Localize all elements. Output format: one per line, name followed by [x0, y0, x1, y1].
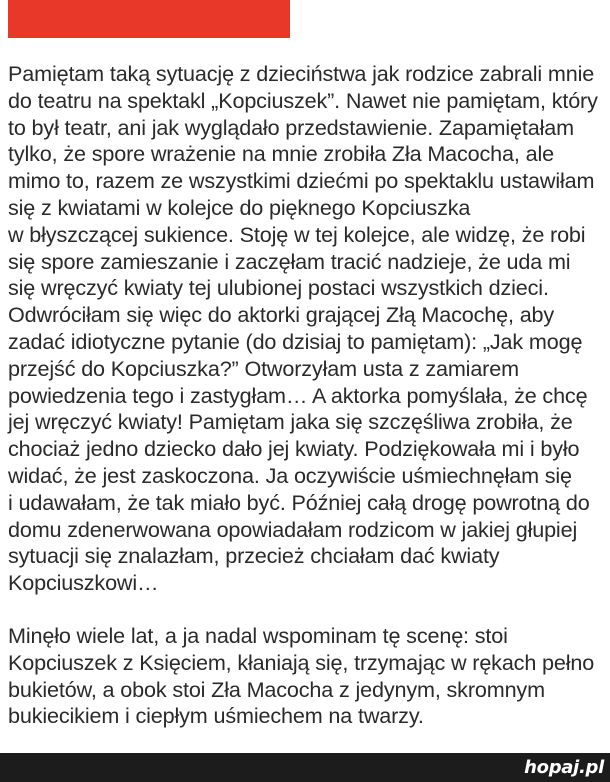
text-line: się spore zamieszanie i zaczęłam tracić nadzieje, że uda mi	[8, 248, 571, 274]
red-header-block	[8, 0, 290, 38]
text-line: chociaż jedno dziecko dało jej kwiaty. Podziękowała mi i było	[8, 436, 580, 462]
text-line: przejść do Kopciuszka?” Otworzyłam usta z zamiarem	[8, 355, 519, 381]
text-line: się z kwiatami w kolejce do pięknego Kopciuszka	[8, 194, 471, 220]
text-line: i udawałam, że tak miało być. Później całą drogę powrotną do	[8, 489, 590, 515]
text-line: się wręczyć kwiaty tej ulubionej postaci wszystkich dzieci.	[8, 275, 549, 301]
paragraph-1	[8, 61, 604, 597]
story-text	[8, 61, 604, 730]
text-line: zadać idiotyczne pytanie (do dzisiaj to pamiętam): „Jak mogę	[8, 328, 583, 354]
text-line: sytuacji się znalazłam, przecież chciałam dać kwiaty	[8, 543, 500, 569]
text-line: to był teatr, ani jak wyglądało przedstawienie. Zapamiętałam	[8, 114, 574, 140]
text-line: mimo to, razem ze wszystkimi dziećmi po spektaklu ustawiłam	[8, 168, 595, 194]
text-line: Kopciuszek z Księciem, kłaniają się, trzymając w rękach pełno	[8, 649, 595, 675]
text-line: Kopciuszkowi…	[8, 570, 159, 596]
text-line: widać, że jest zaskoczona. Ja oczywiście uśmiechnęłam się	[8, 462, 572, 488]
text-line: domu zdenerwowana opowiadałam rodzicom w jakiej głupiej	[8, 516, 578, 542]
text-line: tylko, że spore wrażenie na mnie zrobiła Zła Macocha, ale	[8, 141, 554, 167]
paragraph-gap	[8, 597, 604, 623]
text-line: Pamiętam taką sytuację z dzieciństwa jak rodzice zabrali mnie	[8, 61, 595, 86]
text-line: jej wręczyć kwiaty! Pamiętam jaka się szczęśliwa zrobiła, że	[8, 409, 573, 435]
text-line: w błyszczącej sukience. Stoję w tej kolejce, ale widzę, że robi	[8, 221, 586, 247]
text-line: Odwróciłam się więc do aktorki grającej Złą Macochę, aby	[8, 302, 555, 328]
paragraph-2	[8, 623, 604, 730]
text-line: bukiecikiem i ciepłym uśmiechem na twarzy.	[8, 703, 424, 729]
footer-bar	[0, 753, 610, 782]
text-line: powiedzenia tego i zastygłam… A aktorka pomyślała, że chcę	[8, 382, 588, 408]
site-logo[interactable]: hopaj.pl	[524, 757, 604, 778]
text-line: Minęło wiele lat, a ja nadal wspominam tę scenę: stoi	[8, 622, 508, 648]
text-line: do teatru na spektakl „Kopciuszek”. Nawet nie pamiętam, który	[8, 87, 598, 113]
text-line: bukietów, a obok stoi Zła Macocha z jedynym, skromnym	[8, 676, 545, 702]
